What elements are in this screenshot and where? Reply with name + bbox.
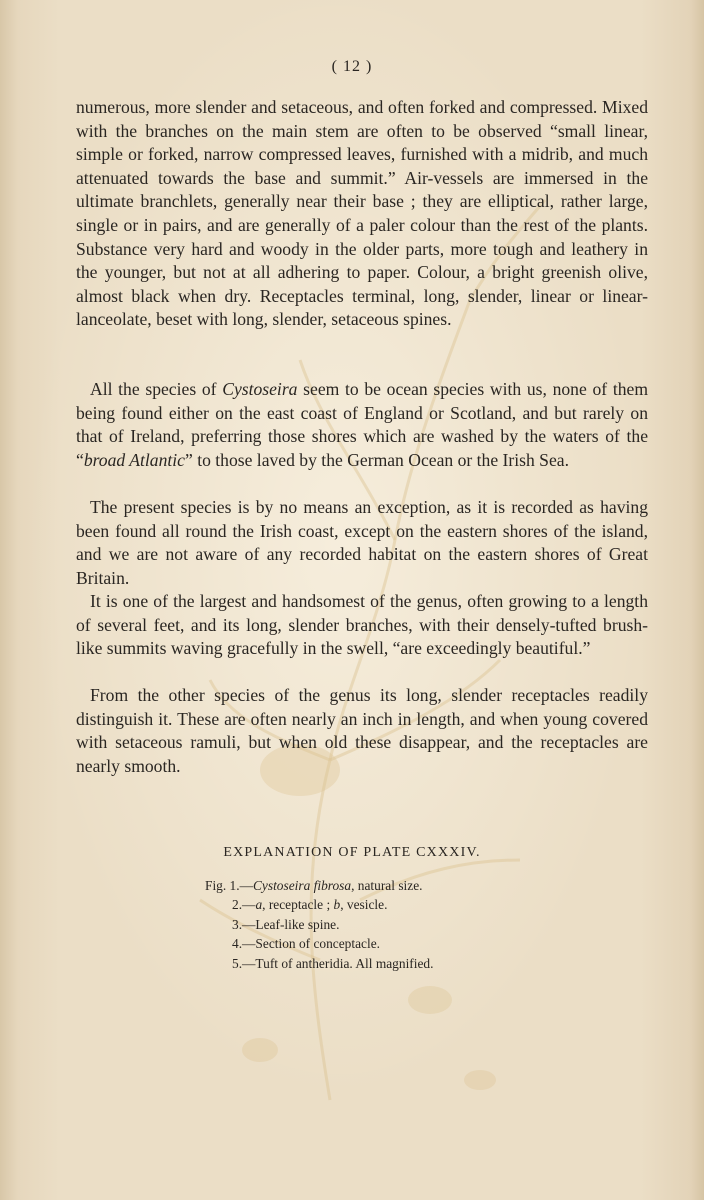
species-description [76, 96, 648, 332]
figure-item-2: 2.—a, receptacle ; b, vesicle. [232, 897, 388, 913]
species-name: Cystoseira fibrosa [253, 878, 352, 893]
figure-item-4: 4.—Section of conceptacle. [232, 936, 380, 952]
commentary-paragraph-1 [76, 378, 648, 472]
p1-text-middle: seem to be ocean species with us, none of them being found either on the east coast of England or Scotland, and but rarely on that of Ireland, preferring those shores which are washed by the waters of the “ [76, 379, 648, 470]
description-paragraph: numerous, more slender and setaceous, and often forked and compressed. Mixed with the branches on the main stem are often to be observed “small linear, simple or forked, narrow compressed leaves, furnished with a midrib, and much attenuated towards the base and summit.” Air-vessels are immersed in the ultimate branchlets, generally near their base ; they are elliptical, rather large, single or in pairs, and are generally of a paler colour than the rest of the plants. Substance very hard and woody in the older parts, more tough and leathery in the younger, but not at all adhering to paper. Colour, a bright greenish olive, almost black when dry. Receptacles terminal, long, slender, linear or linear-lanceolate, beset with long, slender, setaceous spines. [76, 97, 648, 330]
figure-item-5: 5.—Tuft of antheridia. All magnified. [232, 955, 434, 971]
plate-explanation-heading: EXPLANATION OF PLATE CXXXIV. [223, 845, 481, 860]
page-number: ( 12 ) [331, 58, 373, 75]
p1-text-start: All the species of [90, 379, 223, 399]
genus-name: Cystoseira [222, 379, 298, 399]
p1-text-end: ” to those laved by the German Ocean or the Irish Sea. [184, 449, 569, 470]
figure-list [205, 876, 433, 973]
figure-item-1: Fig. 1.—Cystoseira fibrosa, natural size. [205, 878, 423, 893]
commentary-paragraph-3: It is one of the largest and handsomest of the genus, often growing to a length of several feet, and its long, slender branches, with their densely-tufted brush-like summits waving gracefully in the swell, “are exceedingly beautiful.” [76, 591, 648, 659]
quoted-phrase: broad Atlantic [83, 449, 185, 470]
commentary-paragraph-4: From the other species of the genus its long, slender receptacles readily distinguish it. These are often nearly an inch in length, and when young covered with setaceous ramuli, but when old these disappear, and the receptacles are nearly smooth. [76, 685, 648, 776]
commentary-paragraph-2: The present species is by no means an exception, as it is recorded as having been found all round the Irish coast, except on the eastern shores of the island, and we are not aware of any recorded habitat on the eastern shores of Great Britain. [76, 497, 648, 588]
figure-item-3: 3.—Leaf-like spine. [232, 916, 340, 932]
